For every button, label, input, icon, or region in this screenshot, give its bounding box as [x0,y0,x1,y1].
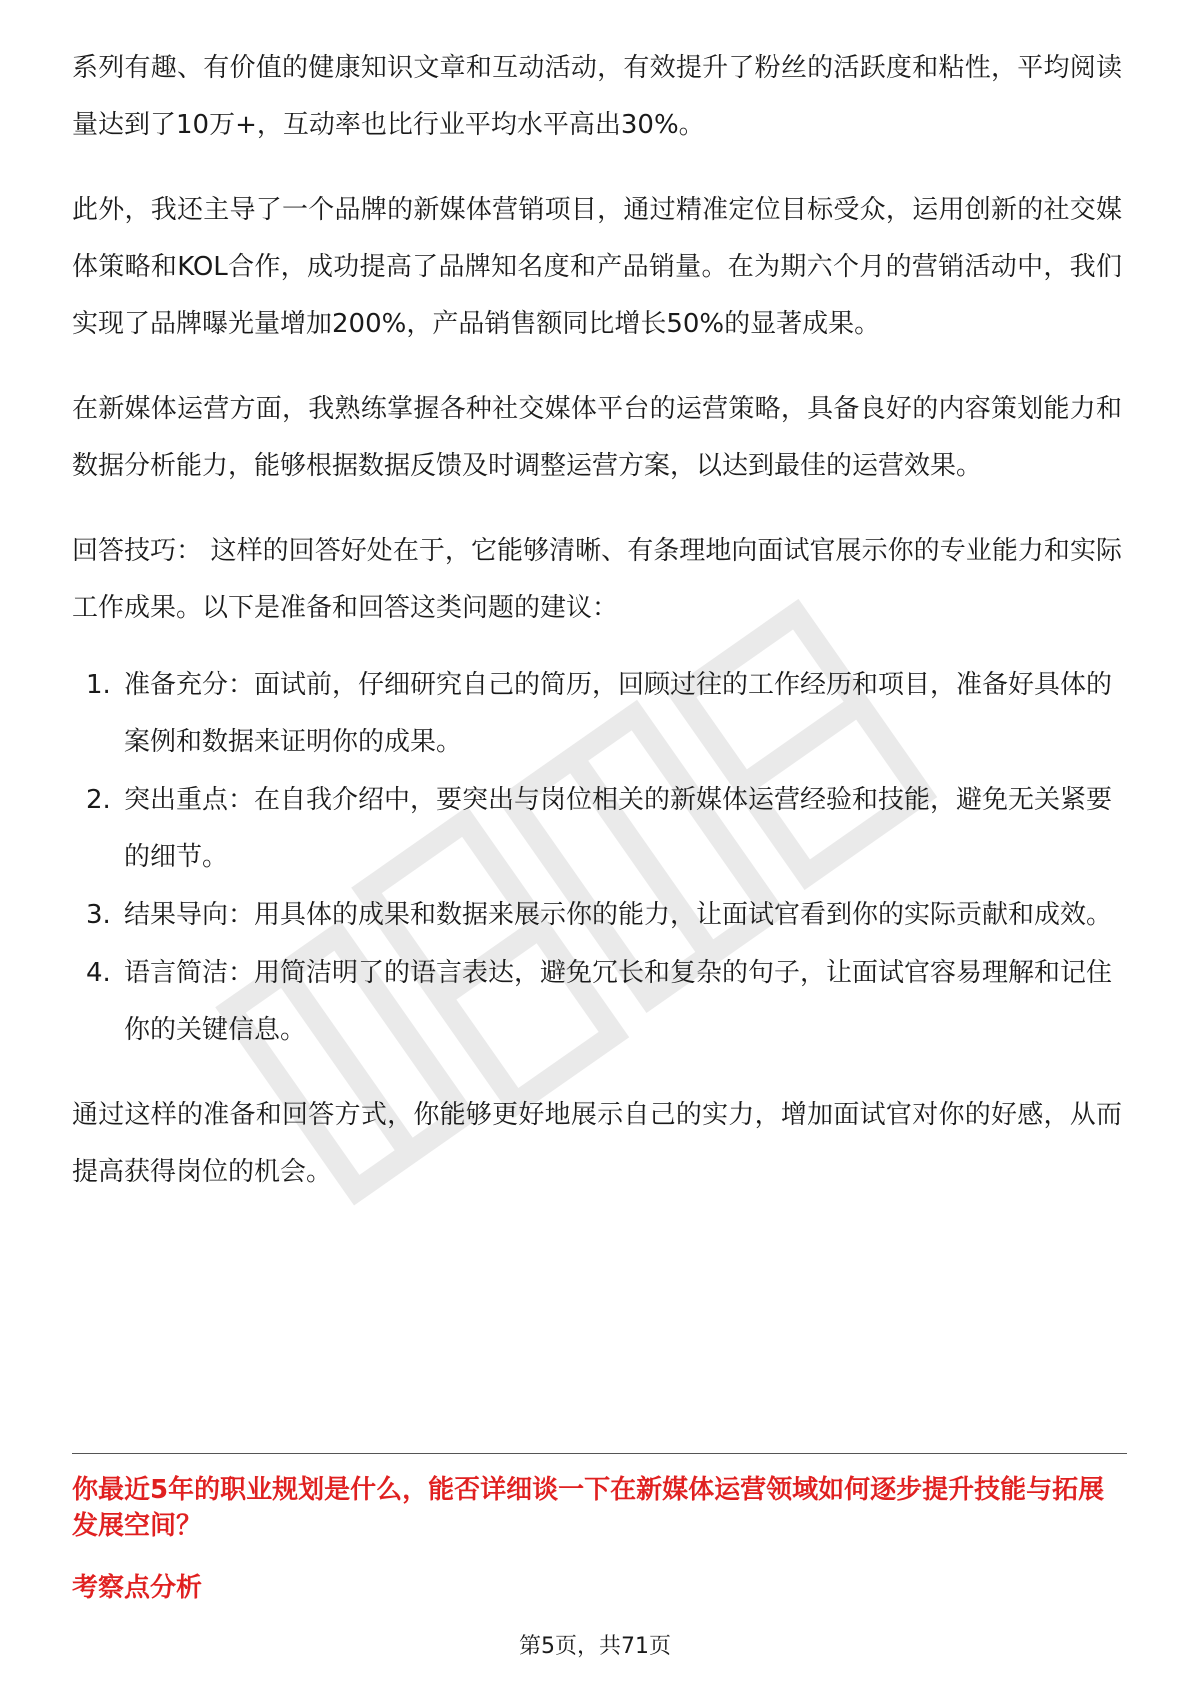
list-item [72,887,1122,944]
document-body [72,40,1122,1201]
paragraph-marketing-project: 此外，我还主导了一个品牌的新媒体营销项目，通过精准定位目标受众，运用创新的社交媒体策略和KOL合作，成功提高了品牌知名度和产品销量。在为期六个月的营销活动中，我们实现了品牌曝光量增加200%，产品销售额同比增长50%的显著成果。 [72,195,1122,339]
paragraph-conclusion: 通过这样的准备和回答方式，你能够更好地展示自己的实力，增加面试官对你的好感，从而提高获得岗位的机会。 [72,1100,1122,1187]
list-item-number: 1. [86,670,111,700]
list-item [72,772,1122,886]
paragraph-answer-tips: 回答技巧： 这样的回答好处在于，它能够清晰、有条理地向面试官展示你的专业能力和实际工作成果。以下是准备和回答这类问题的建议： [72,536,1122,623]
list-item [72,657,1122,771]
tips-list [72,657,1122,1059]
paragraph-achievements: 系列有趣、有价值的健康知识文章和互动活动，有效提升了粉丝的活跃度和粘性，平均阅读量达到了10万+，互动率也比行业平均水平高出30%。 [72,53,1122,140]
section-heading: 考察点分析 [72,1573,203,1603]
page-number-footer: 第5页，共71页 [519,1634,671,1659]
next-question-heading: 你最近5年的职业规划是什么，能否详细谈一下在新媒体运营领域如何逐步提升技能与拓展发展空间？ [72,1475,1105,1541]
list-item-text: 突出重点：在自我介绍中，要突出与岗位相关的新媒体运营经验和技能，避免无关紧要的细节。 [124,785,1113,872]
list-item-text: 准备充分：面试前，仔细研究自己的简历，回顾过往的工作经历和项目，准备好具体的案例和数据来证明你的成果。 [124,670,1113,757]
list-item-text: 结果导向：用具体的成果和数据来展示你的能力，让面试官看到你的实际贡献和成效。 [124,900,1113,930]
section-divider [72,1453,1127,1454]
list-item [72,945,1122,1059]
list-item-number: 2. [86,785,111,815]
list-item-number: 4. [86,958,111,988]
list-item-text: 语言简洁：用简洁明了的语言表达，避免冗长和复杂的句子，让面试官容易理解和记住你的关键信息。 [124,958,1113,1045]
paragraph-operation-skills: 在新媒体运营方面，我熟练掌握各种社交媒体平台的运营策略，具备良好的内容策划能力和数据分析能力，能够根据数据反馈及时调整运营方案，以达到最佳的运营效果。 [72,394,1122,481]
list-item-number: 3. [86,900,111,930]
